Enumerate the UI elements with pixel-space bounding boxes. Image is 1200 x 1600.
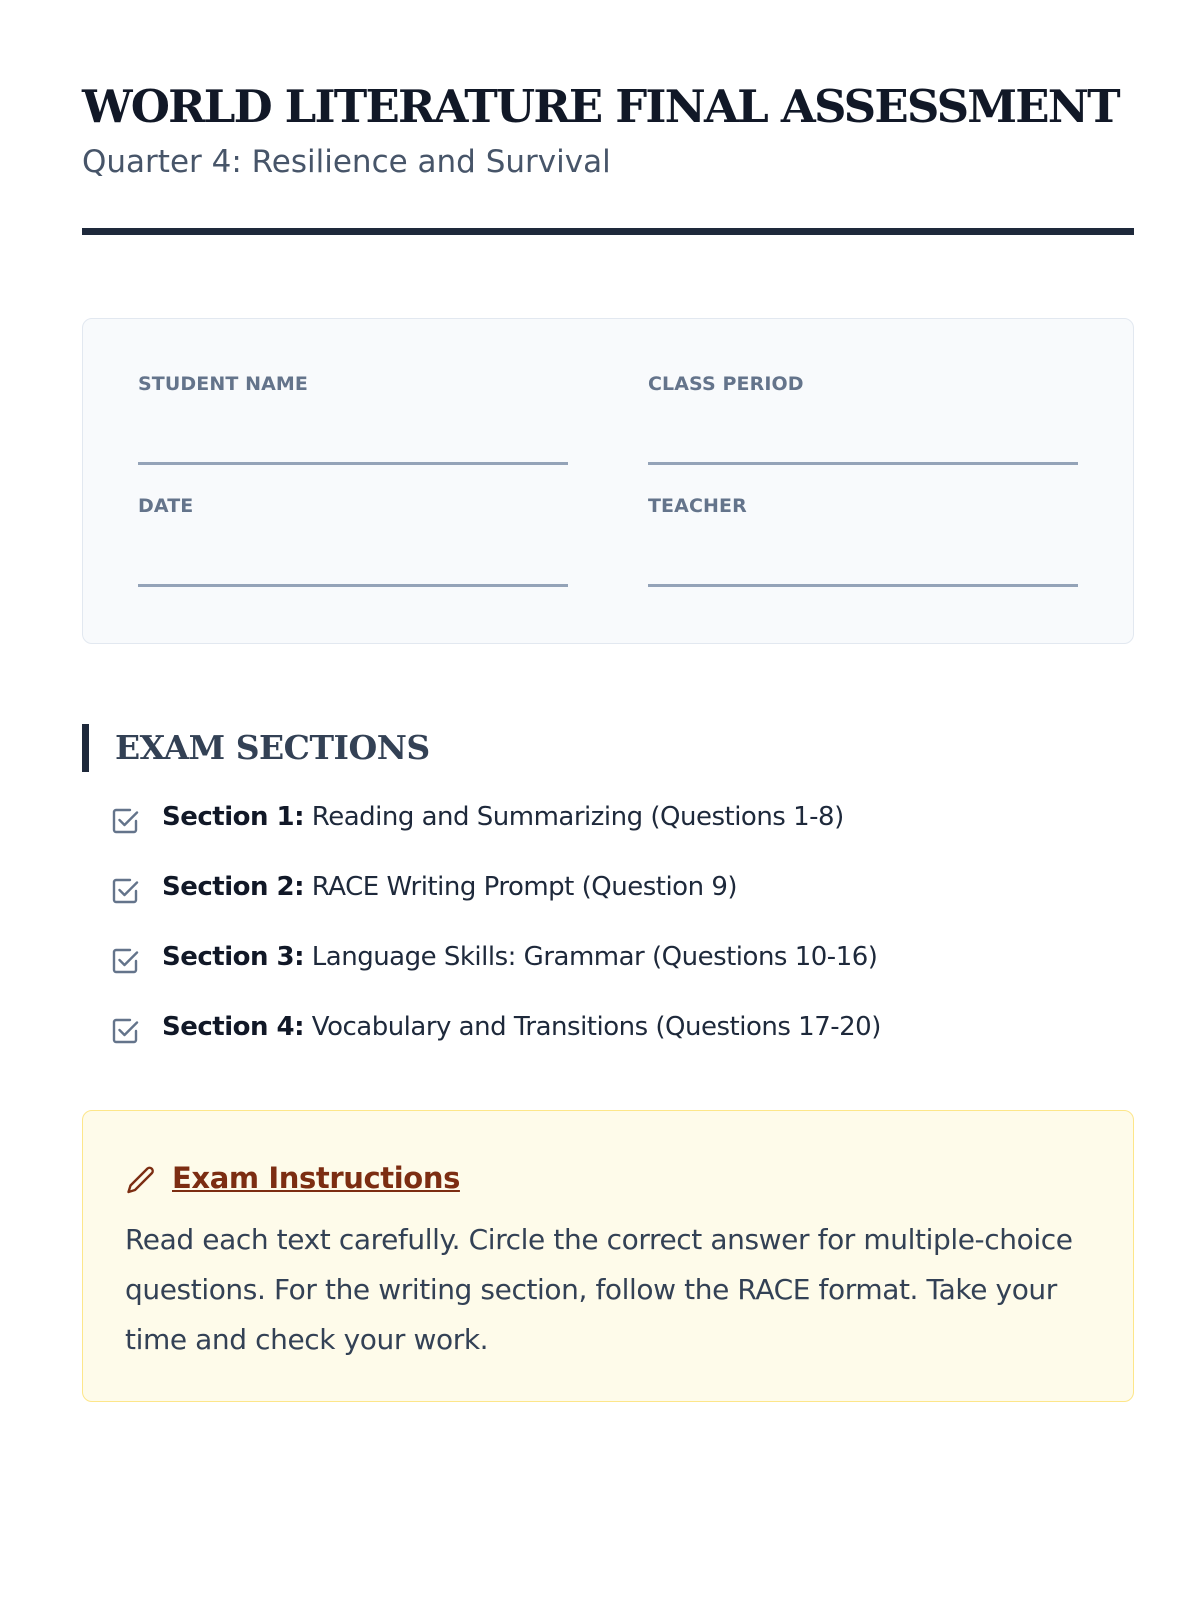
section-item-label: Section 3: [162, 942, 305, 972]
instructions-title: Exam Instructions [172, 1161, 460, 1195]
class-period-field[interactable] [648, 373, 1078, 467]
checkbox-checked-icon [110, 806, 140, 836]
checkbox-checked-icon [110, 876, 140, 906]
teacher-label: TEACHER [648, 495, 747, 517]
class-period-label: CLASS PERIOD [648, 373, 804, 395]
section-item-description: RACE Writing Prompt (Question 9) [304, 872, 738, 902]
exam-instructions-box [82, 1110, 1134, 1402]
section-item-text [162, 1012, 881, 1043]
student-info-box [82, 318, 1134, 644]
section-item-description: Language Skills: Grammar (Questions 10-16) [304, 942, 878, 972]
checkbox-checked-icon [110, 946, 140, 976]
date-field[interactable] [138, 495, 568, 589]
student-name-line[interactable] [138, 462, 568, 465]
section-item-description: Vocabulary and Transitions (Questions 17-20) [304, 1012, 881, 1042]
exam-sections-heading: EXAM SECTIONS [115, 728, 430, 767]
section-item-text [162, 872, 737, 903]
page-subtitle: Quarter 4: Resilience and Survival [82, 144, 611, 180]
section-item-label: Section 2: [162, 872, 305, 902]
date-label: DATE [138, 495, 194, 517]
checkbox-checked-icon [110, 1016, 140, 1046]
section-item-text [162, 942, 877, 973]
exam-cover-page [82, 0, 1134, 1600]
section-item-label: Section 1: [162, 802, 305, 832]
pencil-icon [125, 1164, 157, 1196]
student-name-label: STUDENT NAME [138, 373, 308, 395]
section-heading-accent-bar [82, 724, 89, 772]
teacher-field[interactable] [648, 495, 1078, 589]
student-name-field[interactable] [138, 373, 568, 467]
section-item-label: Section 4: [162, 1012, 305, 1042]
section-item-text [162, 802, 844, 833]
date-line[interactable] [138, 584, 568, 587]
title-divider [82, 228, 1134, 235]
page-title: WORLD LITERATURE FINAL ASSESSMENT [82, 80, 1119, 133]
class-period-line[interactable] [648, 462, 1078, 465]
instructions-body: Read each text carefully. Circle the correct answer for multiple-choice questions. For the writing section, follow the RACE format. Take your time and check your work. [125, 1223, 1073, 1356]
section-item-description: Reading and Summarizing (Questions 1-8) [304, 802, 844, 832]
teacher-line[interactable] [648, 584, 1078, 587]
